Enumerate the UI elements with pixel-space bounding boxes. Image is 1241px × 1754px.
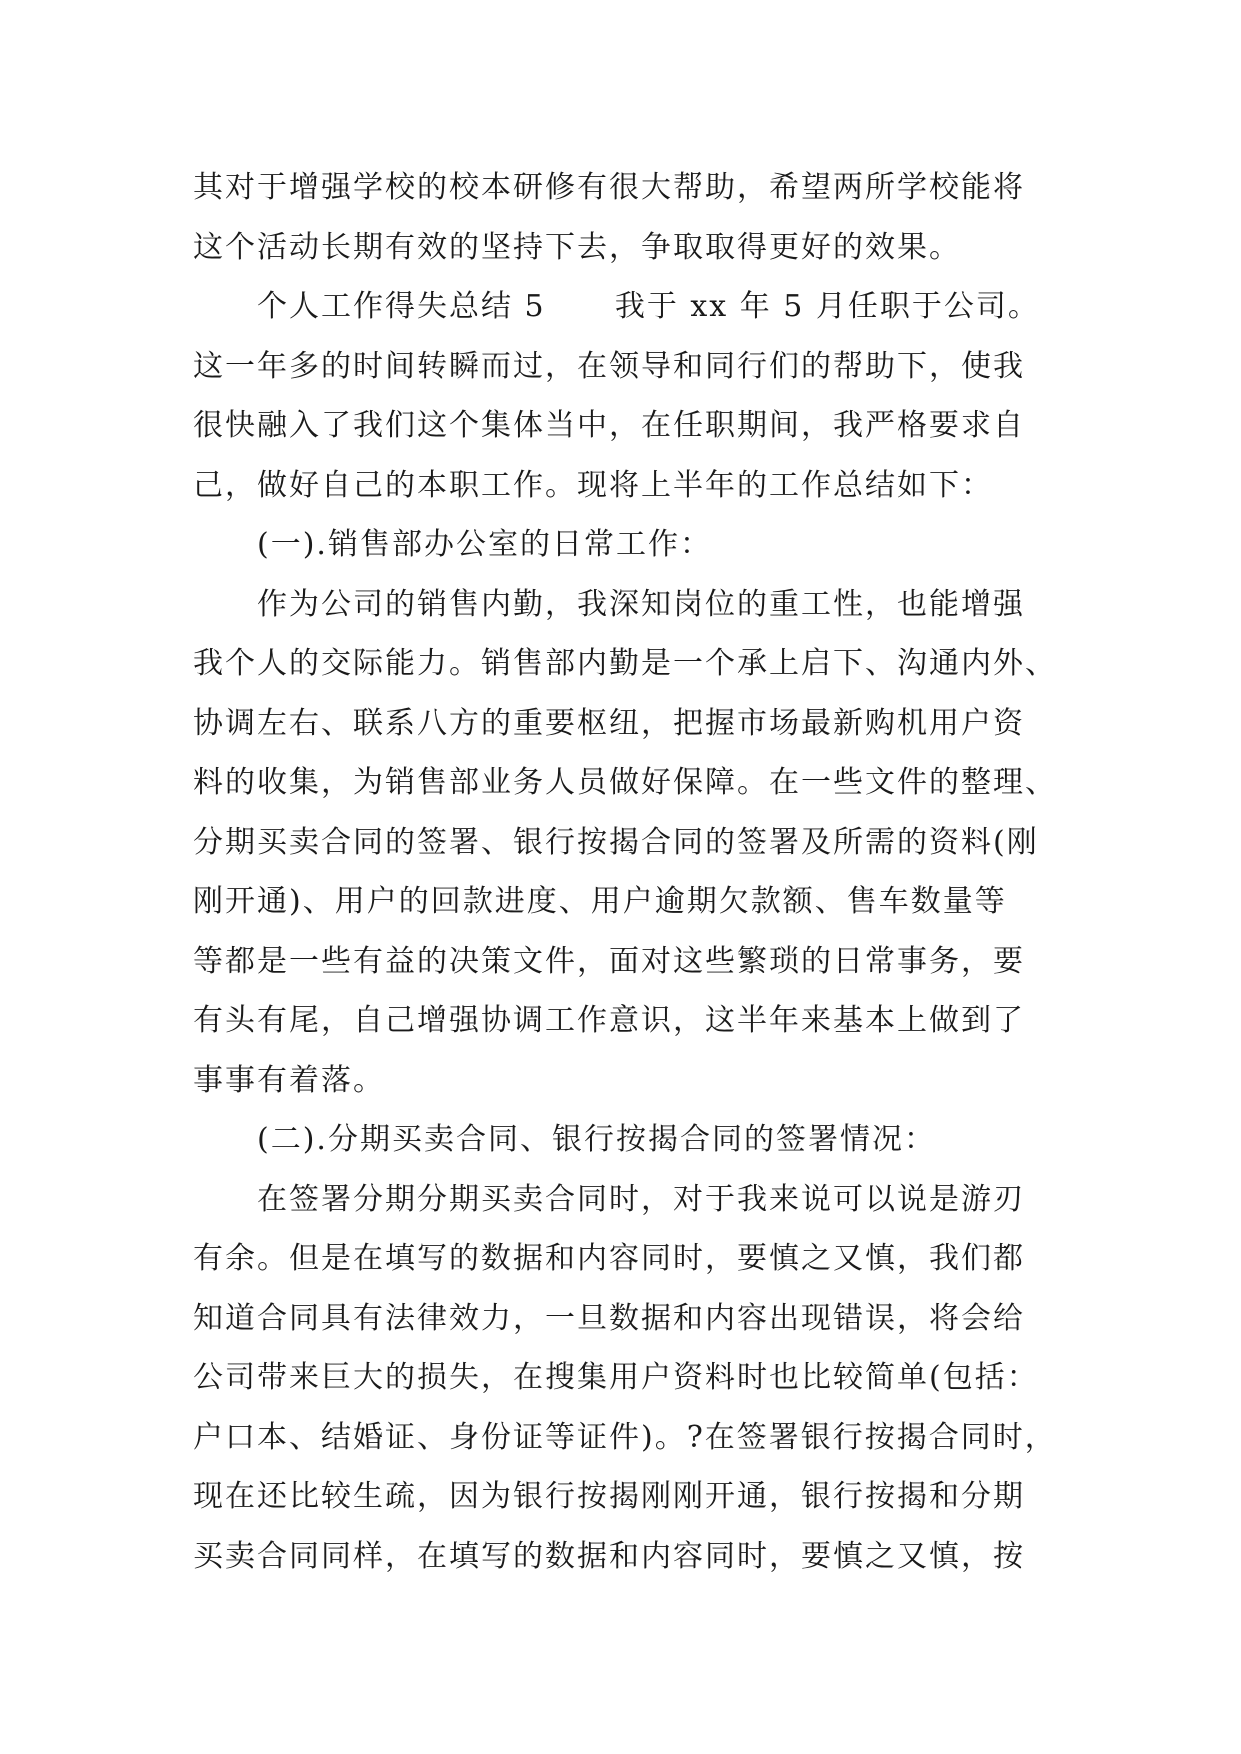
text-line: 己，做好自己的本职工作。现将上半年的工作总结如下： (193, 467, 993, 503)
text-line: 作为公司的销售内勤，我深知岗位的重工性，也能增强 (257, 586, 1025, 622)
text-line: 公司带来巨大的损失，在搜集用户资料时也比较简单(包括： (193, 1360, 1039, 1395)
text-line: 事事有着落。 (193, 1062, 385, 1098)
subsection-heading: (一).销售部办公室的日常工作： (257, 527, 712, 562)
text-line: 有余。但是在填写的数据和内容同时，要慎之又慎，我们都 (193, 1241, 1025, 1276)
subsection-heading: (二).分期买卖合同、银行按揭合同的签署情况： (257, 1122, 936, 1157)
text-line: 等都是一些有益的决策文件，面对这些繁琐的日常事务，要 (193, 943, 1025, 979)
text-line: 刚开通)、用户的回款进度、用户逾期欠款额、售车数量等 (193, 884, 1007, 919)
text-line: 现在还比较生疏，因为银行按揭刚刚开通，银行按揭和分期 (193, 1479, 1025, 1514)
text-line: 户口本、结婚证、身份证等证件)。?在签署银行按揭合同时， (193, 1419, 1057, 1455)
text-line: 很快融入了我们这个集体当中，在任职期间，我严格要求自 (193, 408, 1025, 443)
text-line: 其对于增强学校的校本研修有很大帮助，希望两所学校能将 (193, 170, 1025, 205)
text-line: 这一年多的时间转瞬而过，在领导和同行们的帮助下，使我 (193, 348, 1025, 384)
text-line: 料的收集，为销售部业务人员做好保障。在一些文件的整理、 (193, 765, 1057, 800)
section-heading: 个人工作得失总结 5 我于 xx 年 5 月任职于公司。 (257, 289, 1040, 324)
text-line: 这个活动长期有效的坚持下去，争取取得更好的效果。 (193, 229, 961, 265)
text-line: 知道合同具有法律效力，一旦数据和内容出现错误，将会给 (193, 1300, 1025, 1336)
body-text (193, 158, 1057, 1586)
text-line: 有头有尾，自己增强协调工作意识，这半年来基本上做到了 (193, 1003, 1025, 1038)
text-line: 分期买卖合同的签署、银行按揭合同的签署及所需的资料(刚 (193, 824, 1039, 860)
text-line: 买卖合同同样，在填写的数据和内容同时，要慎之又慎，按 (193, 1538, 1025, 1574)
text-line: 协调左右、联系八方的重要枢纽，把握市场最新购机用户资 (193, 705, 1025, 741)
text-line: 在签署分期分期买卖合同时，对于我来说可以说是游刃 (257, 1181, 1025, 1217)
text-line: 我个人的交际能力。销售部内勤是一个承上启下、沟通内外、 (193, 646, 1057, 681)
